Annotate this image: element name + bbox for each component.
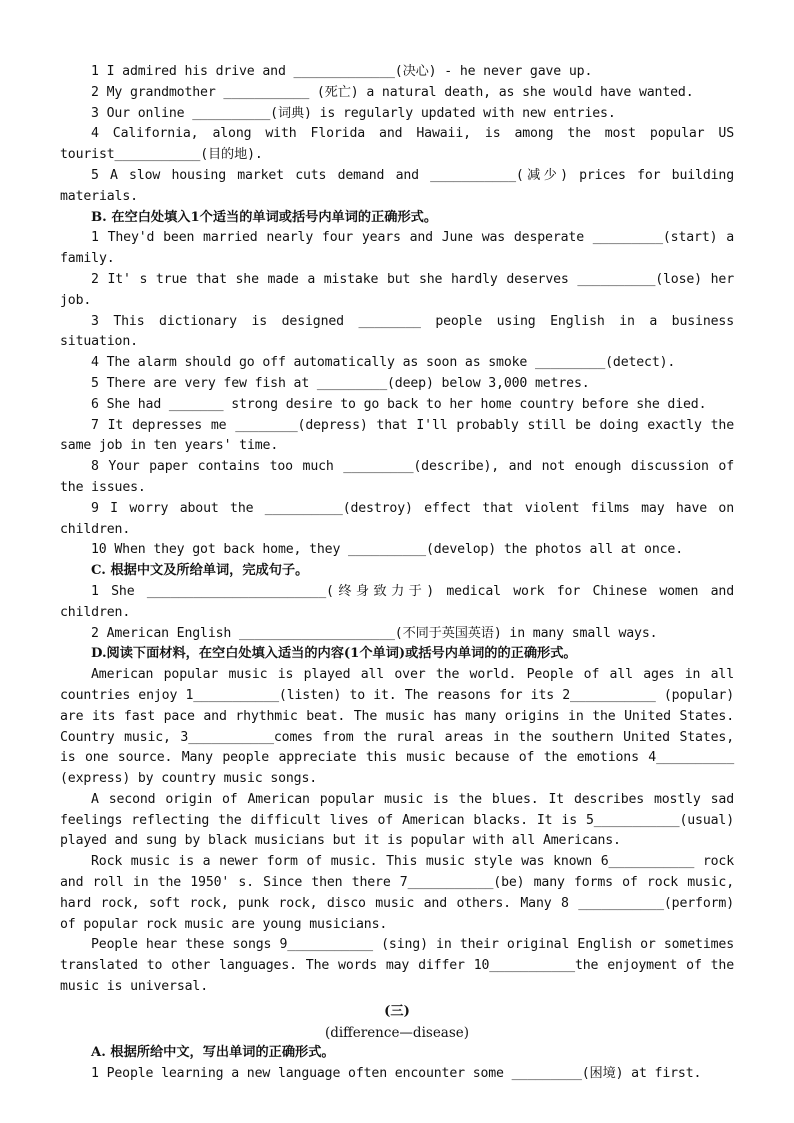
section-a-list bbox=[60, 62, 734, 208]
passage-paragraph: American popular music is played all over the world. People of all ages in all countries enjoy 1___________(listen) to it. The reasons for its 2___________ (popular) are its fast pace and rhythmic beat. The music has many origins in the United States. Country music, 3___________comes from the rural areas in the southern United States, is one source. Many people appreciate this music because of the emotions 4__________ (express) by country music songs. bbox=[60, 667, 734, 787]
worksheet-page bbox=[60, 62, 734, 1085]
section-b-heading: B. 在空白处填入1个适当的单词或括号内单词的正确形式。 bbox=[91, 209, 438, 225]
section-b-item: 4 The alarm should go off automatically as soon as smoke _________(detect). bbox=[91, 355, 676, 371]
section-b-item: 5 There are very few fish at _________(deep) below 3,000 metres. bbox=[91, 375, 590, 391]
section-a-item: 4 California, along with Florida and Hawaii, is among the most popular US tourist___________(目的地). bbox=[60, 126, 734, 163]
section-c-item: 2 American English ____________________(不同于英国英语) in many small ways. bbox=[91, 625, 658, 641]
section-a-item: 2 My grandmother ___________ (死亡) a natural death, as she would have wanted. bbox=[91, 84, 694, 100]
section-d-heading: D.阅读下面材料，在空白处填入适当的内容(1个单词)或括号内单词的的正确形式。 bbox=[91, 646, 577, 662]
passage-paragraph: Rock music is a newer form of music. This music style was known 6___________ rock and roll in the 1950' s. Since then there 7___________(be) many forms of rock music, hard rock, soft rock, punk rock, disco music and others. Many 8 ___________(perform) of popular rock music are young musicians. bbox=[60, 854, 734, 932]
section-b-item: 2 It' s true that she made a mistake but she hardly deserves __________(lose) her job. bbox=[60, 271, 734, 308]
next-section-item: 1 People learning a new language often encounter some _________(困境) at first. bbox=[91, 1066, 702, 1082]
section-d-passage bbox=[60, 665, 734, 998]
part-range: (difference—disease) bbox=[324, 1024, 470, 1041]
section-c-heading: C. 根据中文及所给单词，完成句子。 bbox=[91, 563, 309, 579]
section-a-item: 1 I admired his drive and _____________(决心) - he never gave up. bbox=[91, 64, 593, 79]
section-b-item: 8 Your paper contains too much _________(describe), and not enough discussion of the issues. bbox=[60, 459, 734, 495]
section-b-item: 10 When they got back home, they __________(develop) the photos all at once. bbox=[91, 542, 684, 558]
passage-paragraph: A second origin of American popular music is the blues. It describes mostly sad feelings reflecting the difficult lives of American blacks. It is 5___________(usual) played and sung by black musicians but it is popular with all Americans. bbox=[60, 791, 734, 849]
part-title: (三) bbox=[384, 1003, 410, 1019]
next-section-list bbox=[60, 1064, 734, 1085]
section-c-list bbox=[60, 582, 734, 644]
section-a-item: 5 A slow housing market cuts demand and ___________(减少) prices for building materials. bbox=[60, 167, 734, 204]
passage-paragraph: People hear these songs 9___________ (sing) in their original English or sometimes translated to other languages. The words may differ 10___________the enjoyment of the music is universal. bbox=[60, 937, 734, 995]
section-c-item: 1 She _______________________(终身致力于) medical work for Chinese women and children. bbox=[60, 583, 734, 620]
section-b-item: 1 They'd been married nearly four years and June was desperate _________(start) a family. bbox=[60, 230, 734, 267]
next-section-heading: A. 根据所给中文，写出单词的正确形式。 bbox=[91, 1045, 335, 1061]
section-a-item: 3 Our online __________(词典) is regularly updated with new entries. bbox=[91, 105, 616, 121]
section-b-item: 6 She had _______ strong desire to go back to her home country before she died. bbox=[91, 396, 707, 412]
section-b-item: 3 This dictionary is designed ________ people using English in a business situation. bbox=[60, 313, 734, 350]
section-b-item: 9 I worry about the __________(destroy) effect that violent films may have on children. bbox=[60, 500, 734, 537]
section-b-list bbox=[60, 228, 734, 561]
section-b-item: 7 It depresses me ________(depress) that I'll probably still be doing exactly the same job in ten years' time. bbox=[60, 417, 734, 454]
